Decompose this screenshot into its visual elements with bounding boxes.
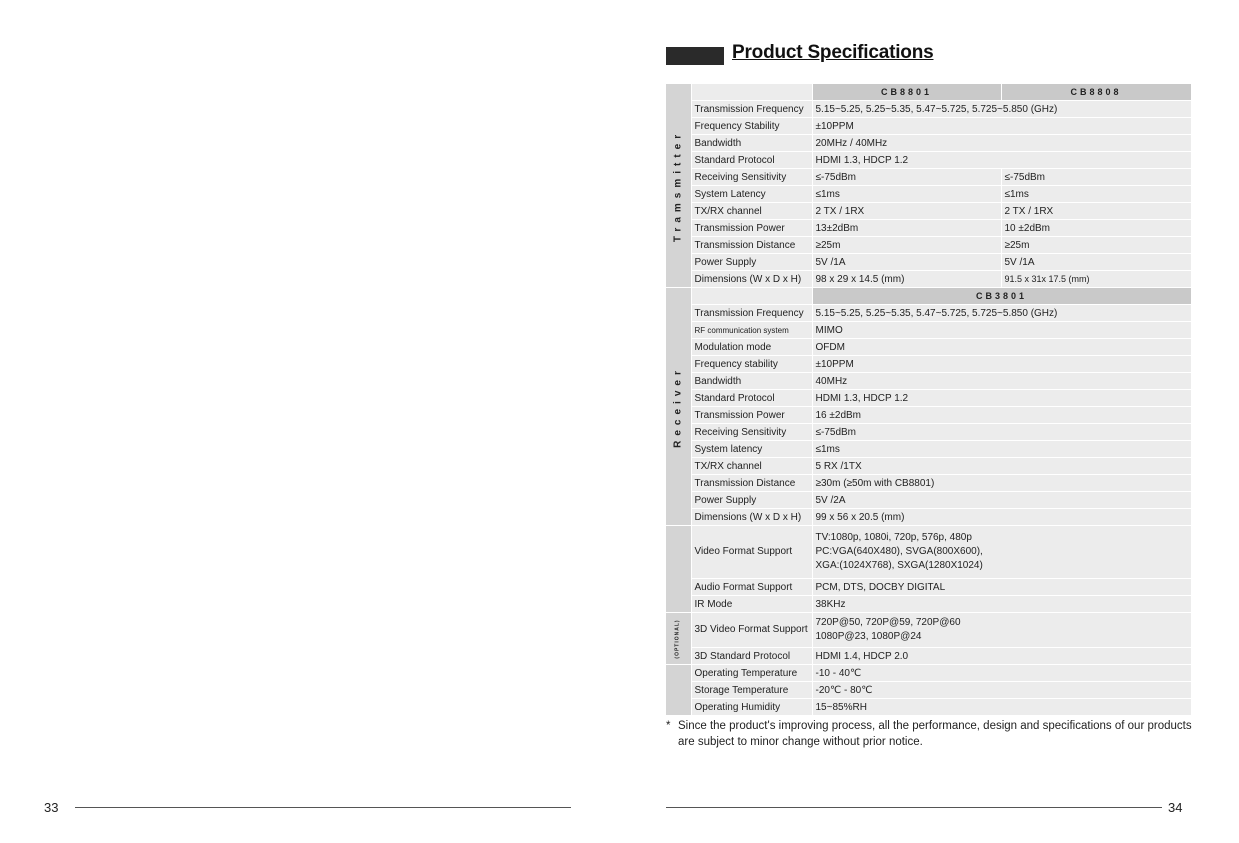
spec-value-cb8801: ≥25m (812, 237, 1001, 254)
table-row (666, 305, 1191, 322)
spec-value: 38KHz (812, 596, 1191, 613)
spec-label: Transmission Power (691, 220, 812, 237)
spec-value: 5.15~5.25, 5.25~5.35, 5.47~5.725, 5.725~5.850 (GHz) (812, 101, 1191, 118)
table-row (666, 458, 1191, 475)
spec-value-cb8808: 91.5 x 31x 17.5 (mm) (1001, 271, 1191, 288)
spec-value: MIMO (812, 322, 1191, 339)
spec-label: System latency (691, 441, 812, 458)
spec-label: IR Mode (691, 596, 812, 613)
spec-value-cb8801: 5V /1A (812, 254, 1001, 271)
spec-label: Operating Temperature (691, 665, 812, 682)
spec-value-cb8801: ≤1ms (812, 186, 1001, 203)
table-row (666, 203, 1191, 220)
footer-rule-right (666, 807, 1162, 808)
table-row (666, 682, 1191, 699)
receiver-section (666, 288, 691, 526)
spec-value: 5V /2A (812, 492, 1191, 509)
spec-label: Transmission Frequency (691, 305, 812, 322)
table-row (666, 407, 1191, 424)
spec-label: Standard Protocol (691, 152, 812, 169)
spec-value: ±10PPM (812, 356, 1191, 373)
video-format-line: PC:VGA(640X480), SVGA(800X600), (815, 546, 983, 557)
spec-value: 5 RX /1TX (812, 458, 1191, 475)
table-row (666, 135, 1191, 152)
3d-format-line: 720P@50, 720P@59, 720P@60 (815, 617, 961, 628)
spec-value-cb8801: 98 x 29 x 14.5 (mm) (812, 271, 1001, 288)
video-format-line: XGA:(1024X768), SXGA(1280X1024) (815, 560, 983, 571)
table-row (666, 424, 1191, 441)
spec-value-cb8808: 5V /1A (1001, 254, 1191, 271)
title-bar-decoration (666, 47, 724, 65)
table-row (666, 648, 1191, 665)
video-format-line: TV:1080p, 1080i, 720p, 576p, 480p (815, 532, 972, 543)
table-row (666, 373, 1191, 390)
transmitter-header-row (666, 84, 1191, 101)
spec-label: Receiving Sensitivity (691, 424, 812, 441)
spec-label: Storage Temperature (691, 682, 812, 699)
transmitter-section-label: Tramsmitter (672, 129, 684, 242)
spec-label: 3D Standard Protocol (691, 648, 812, 665)
spec-value: 16 ±2dBm (812, 407, 1191, 424)
footnote (666, 718, 1196, 750)
spec-value-cb8801: 2 TX / 1RX (812, 203, 1001, 220)
spec-label: Frequency Stability (691, 118, 812, 135)
spec-value: 15~85%RH (812, 699, 1191, 716)
table-row (666, 526, 1191, 579)
3d-format-line: 1080P@23, 1080P@24 (815, 631, 922, 642)
spec-value: ≥30m (≥50m with CB8801) (812, 475, 1191, 492)
spec-value: 99 x 56 x 20.5 (mm) (812, 509, 1191, 526)
optional-section-label: (OPTIONAL) (674, 618, 681, 659)
spec-label: Standard Protocol (691, 390, 812, 407)
spec-label: RF communication system (691, 322, 812, 339)
table-row (666, 186, 1191, 203)
spec-value-cb8801: 13±2dBm (812, 220, 1001, 237)
spec-label: Transmission Distance (691, 475, 812, 492)
spec-value-cb8808: 10 ±2dBm (1001, 220, 1191, 237)
spec-value-cb8808: 2 TX / 1RX (1001, 203, 1191, 220)
optional-section (666, 613, 691, 665)
spec-value: ≤1ms (812, 441, 1191, 458)
spec-label: Frequency stability (691, 356, 812, 373)
spec-label: TX/RX channel (691, 203, 812, 220)
spec-label: Operating Humidity (691, 699, 812, 716)
spec-value: -20℃ - 80℃ (812, 682, 1191, 699)
spec-label: Bandwidth (691, 373, 812, 390)
spec-label: Power Supply (691, 254, 812, 271)
spec-label: Power Supply (691, 492, 812, 509)
table-row (666, 596, 1191, 613)
model-header-cb3801: CB3801 (812, 288, 1191, 305)
page-number-right: 34 (1168, 800, 1183, 815)
table-row (666, 254, 1191, 271)
table-row (666, 152, 1191, 169)
spec-label: Dimensions (W x D x H) (691, 271, 812, 288)
spec-value: HDMI 1.3, HDCP 1.2 (812, 152, 1191, 169)
footnote-text: Since the product's improving process, all the performance, design and specifications of our products are subject to minor change without prior notice. (678, 720, 1192, 748)
header-blank (691, 84, 812, 101)
spec-label: Transmission Power (691, 407, 812, 424)
spec-value: 40MHz (812, 373, 1191, 390)
spec-value: HDMI 1.4, HDCP 2.0 (812, 648, 1191, 665)
common-section (666, 526, 691, 613)
spec-value: ±10PPM (812, 118, 1191, 135)
table-row (666, 579, 1191, 596)
table-row (666, 101, 1191, 118)
receiver-header-row (666, 288, 1191, 305)
footer-rule-left (75, 807, 571, 808)
spec-value: -10 - 40℃ (812, 665, 1191, 682)
table-row (666, 441, 1191, 458)
spec-value-cb8801: ≤-75dBm (812, 169, 1001, 186)
receiver-section-label: Receiver (672, 365, 684, 448)
footnote-marker: * (666, 720, 671, 732)
table-row (666, 492, 1191, 509)
spec-value: 20MHz / 40MHz (812, 135, 1191, 152)
spec-value: OFDM (812, 339, 1191, 356)
spec-value-cb8808: ≤1ms (1001, 186, 1191, 203)
table-row (666, 118, 1191, 135)
spec-value: 5.15~5.25, 5.25~5.35, 5.47~5.725, 5.725~5.850 (GHz) (812, 305, 1191, 322)
table-row (666, 665, 1191, 682)
spec-label: Video Format Support (691, 526, 812, 579)
spec-value (812, 613, 1191, 648)
spec-label: Modulation mode (691, 339, 812, 356)
table-row (666, 169, 1191, 186)
table-row (666, 322, 1191, 339)
spec-value: ≤-75dBm (812, 424, 1191, 441)
environment-section (666, 665, 691, 716)
spec-table (666, 84, 1192, 716)
page-number-left: 33 (44, 800, 59, 815)
table-row (666, 356, 1191, 373)
spec-label: Dimensions (W x D x H) (691, 509, 812, 526)
spec-value (812, 526, 1191, 579)
table-row (666, 339, 1191, 356)
spec-label: 3D Video Format Support (691, 613, 812, 648)
table-row (666, 271, 1191, 288)
spec-value: PCM, DTS, DOCBY DIGITAL (812, 579, 1191, 596)
spec-label: Bandwidth (691, 135, 812, 152)
table-row (666, 613, 1191, 648)
page-title: Product Specifications (732, 42, 934, 63)
table-row (666, 220, 1191, 237)
table-row (666, 699, 1191, 716)
table-row (666, 237, 1191, 254)
transmitter-section (666, 84, 691, 288)
table-row (666, 390, 1191, 407)
spec-value-cb8808: ≥25m (1001, 237, 1191, 254)
model-header-cb8808: CB8808 (1001, 84, 1191, 101)
spec-label: Transmission Frequency (691, 101, 812, 118)
table-row (666, 475, 1191, 492)
spec-value: HDMI 1.3, HDCP 1.2 (812, 390, 1191, 407)
spec-label: Receiving Sensitivity (691, 169, 812, 186)
spec-label: Audio Format Support (691, 579, 812, 596)
spec-label: System Latency (691, 186, 812, 203)
model-header-cb8801: CB8801 (812, 84, 1001, 101)
table-row (666, 509, 1191, 526)
spec-label: Transmission Distance (691, 237, 812, 254)
spec-value-cb8808: ≤-75dBm (1001, 169, 1191, 186)
header-blank (691, 288, 812, 305)
spec-label: TX/RX channel (691, 458, 812, 475)
